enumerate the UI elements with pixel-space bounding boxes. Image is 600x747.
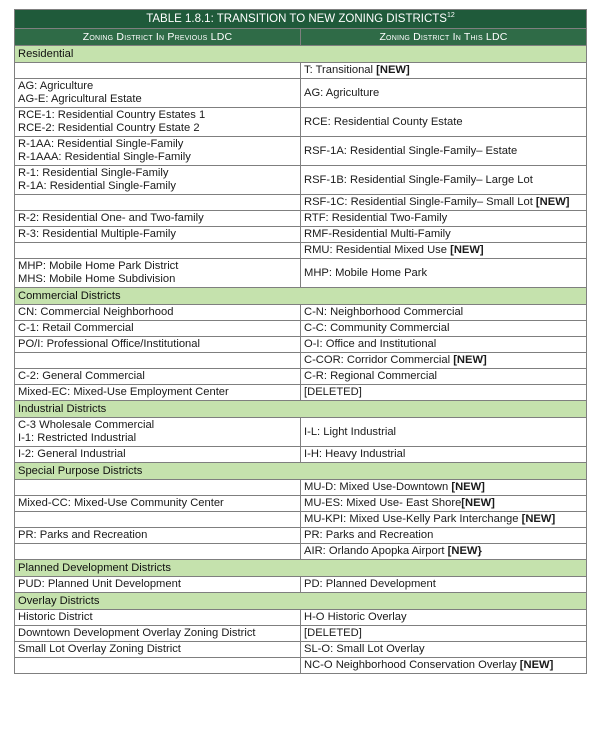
previous-cell: Mixed-CC: Mixed-Use Community Center (15, 496, 301, 512)
new-badge: [NEW] (521, 513, 556, 525)
cell-text: AG: Agriculture (18, 80, 94, 92)
previous-cell: C-2: General Commercial (15, 369, 301, 385)
new-badge: [NEW] (376, 64, 410, 76)
current-cell: I-H: Heavy Industrial (301, 447, 587, 463)
previous-cell (15, 418, 301, 447)
previous-cell (15, 480, 301, 496)
previous-cell (15, 195, 301, 211)
table-row (15, 79, 587, 108)
section-row (15, 46, 587, 63)
table-row (15, 626, 587, 642)
current-cell (301, 243, 587, 259)
table-row (15, 418, 587, 447)
previous-cell (15, 512, 301, 528)
col-header-current: Zoning District In This LDC (301, 29, 587, 46)
current-cell: H-O Historic Overlay (301, 610, 587, 626)
table-row (15, 610, 587, 626)
cell-text: R-1: Residential Single-Family (18, 167, 169, 179)
table-row (15, 528, 587, 544)
section-label: Special Purpose Districts (15, 463, 587, 480)
cell-text: MU-ES: Mixed Use- East Shore (304, 497, 462, 509)
zoning-transition-table (14, 9, 587, 674)
table-row (15, 480, 587, 496)
previous-cell: C-1: Retail Commercial (15, 321, 301, 337)
cell-text: AIR: Orlando Apopka Airport (304, 545, 448, 557)
section-row (15, 463, 587, 480)
section-label: Planned Development Districts (15, 560, 587, 577)
previous-cell (15, 243, 301, 259)
cell-text: RCE-1: Residential Country Estates 1 (18, 109, 206, 121)
table-row (15, 658, 587, 674)
cell-text: R-1AAA: Residential Single-Family (18, 151, 191, 163)
current-cell: AG: Agriculture (301, 79, 587, 108)
current-cell (301, 480, 587, 496)
table-row (15, 337, 587, 353)
previous-cell: I-2: General Industrial (15, 447, 301, 463)
current-cell: RSF-1A: Residential Single-Family– Estate (301, 137, 587, 166)
current-cell (301, 658, 587, 674)
current-cell: [DELETED] (301, 626, 587, 642)
current-cell: RMF-Residential Multi-Family (301, 227, 587, 243)
cell-text: AG-E: Agricultural Estate (18, 93, 142, 105)
current-cell: RTF: Residential Two-Family (301, 211, 587, 227)
table-row (15, 353, 587, 369)
current-cell: C-R: Regional Commercial (301, 369, 587, 385)
current-cell: RSF-1B: Residential Single-Family– Large Lot (301, 166, 587, 195)
previous-cell: Mixed-EC: Mixed-Use Employment Center (15, 385, 301, 401)
current-cell: C-N: Neighborhood Commercial (301, 305, 587, 321)
previous-cell (15, 658, 301, 674)
table-row (15, 305, 587, 321)
current-cell: I-L: Light Industrial (301, 418, 587, 447)
current-cell: [DELETED] (301, 385, 587, 401)
current-cell: PR: Parks and Recreation (301, 528, 587, 544)
new-badge: [NEW] (461, 497, 495, 509)
cell-text: MU-D: Mixed Use-Downtown (304, 481, 452, 493)
cell-text: MU-KPI: Mixed Use-Kelly Park Interchange (304, 513, 522, 525)
cell-text: I-1: Restricted Industrial (18, 432, 137, 444)
table-row (15, 385, 587, 401)
section-row (15, 401, 587, 418)
footnote-ref: 12 (446, 11, 455, 19)
current-cell (301, 512, 587, 528)
table-row (15, 496, 587, 512)
col-header-previous: Zoning District In Previous LDC (15, 29, 301, 46)
new-badge: [NEW] (519, 659, 554, 671)
section-label: Commercial Districts (15, 288, 587, 305)
current-cell: RCE: Residential County Estate (301, 108, 587, 137)
previous-cell (15, 353, 301, 369)
previous-cell (15, 79, 301, 108)
previous-cell (15, 63, 301, 79)
new-badge: [NEW} (447, 545, 482, 557)
previous-cell (15, 166, 301, 195)
cell-text: RMU: Residential Mixed Use (304, 244, 451, 256)
table-row (15, 447, 587, 463)
previous-cell (15, 544, 301, 560)
cell-text: C-3 Wholesale Commercial (18, 419, 155, 431)
previous-cell: R-3: Residential Multiple-Family (15, 227, 301, 243)
previous-cell: R-2: Residential One- and Two-family (15, 211, 301, 227)
section-row (15, 288, 587, 305)
cell-text: R-1AA: Residential Single-Family (18, 138, 184, 150)
table-title-text: TABLE 1.8.1: TRANSITION TO NEW ZONING DISTRICTS (146, 12, 447, 25)
current-cell: C-C: Community Commercial (301, 321, 587, 337)
table-row (15, 195, 587, 211)
table-title (15, 10, 587, 29)
previous-cell: CN: Commercial Neighborhood (15, 305, 301, 321)
cell-text: MHS: Mobile Home Subdivision (18, 273, 176, 285)
previous-cell (15, 108, 301, 137)
previous-cell: PUD: Planned Unit Development (15, 577, 301, 593)
current-cell: O-I: Office and Institutional (301, 337, 587, 353)
current-cell (301, 63, 587, 79)
table-row (15, 321, 587, 337)
table-row (15, 211, 587, 227)
new-badge: [NEW] (535, 196, 570, 208)
section-label: Overlay Districts (15, 593, 587, 610)
section-row (15, 560, 587, 577)
table-row (15, 63, 587, 79)
previous-cell: PO/I: Professional Office/Institutional (15, 337, 301, 353)
current-cell: SL-O: Small Lot Overlay (301, 642, 587, 658)
zoning-transition-table-container (14, 9, 587, 674)
current-cell (301, 195, 587, 211)
table-row (15, 137, 587, 166)
table-row (15, 166, 587, 195)
cell-text: C-COR: Corridor Commercial (304, 354, 454, 366)
new-badge: [NEW] (453, 354, 487, 366)
new-badge: [NEW] (451, 481, 485, 493)
table-row (15, 577, 587, 593)
cell-text: RCE-2: Residential Country Estate 2 (18, 122, 200, 134)
current-cell: PD: Planned Development (301, 577, 587, 593)
current-cell (301, 353, 587, 369)
previous-cell (15, 259, 301, 288)
new-badge: [NEW] (450, 244, 484, 256)
cell-text: NC-O Neighborhood Conservation Overlay (304, 659, 520, 671)
table-row (15, 369, 587, 385)
previous-cell: Small Lot Overlay Zoning District (15, 642, 301, 658)
current-cell: MHP: Mobile Home Park (301, 259, 587, 288)
cell-text: R-1A: Residential Single-Family (18, 180, 176, 192)
table-row (15, 544, 587, 560)
previous-cell: Historic District (15, 610, 301, 626)
previous-cell (15, 137, 301, 166)
previous-cell: PR: Parks and Recreation (15, 528, 301, 544)
section-label: Industrial Districts (15, 401, 587, 418)
table-row (15, 243, 587, 259)
section-row (15, 593, 587, 610)
table-row (15, 642, 587, 658)
cell-text: RSF-1C: Residential Single-Family– Small Lot (304, 196, 536, 208)
current-cell (301, 544, 587, 560)
table-title-row (15, 10, 587, 29)
current-cell (301, 496, 587, 512)
section-label: Residential (15, 46, 587, 63)
column-header-row (15, 29, 587, 46)
previous-cell: Downtown Development Overlay Zoning District (15, 626, 301, 642)
table-row (15, 512, 587, 528)
cell-text: MHP: Mobile Home Park District (18, 260, 179, 272)
cell-text: T: Transitional (304, 64, 377, 76)
table-row (15, 227, 587, 243)
table-row (15, 259, 587, 288)
table-row (15, 108, 587, 137)
